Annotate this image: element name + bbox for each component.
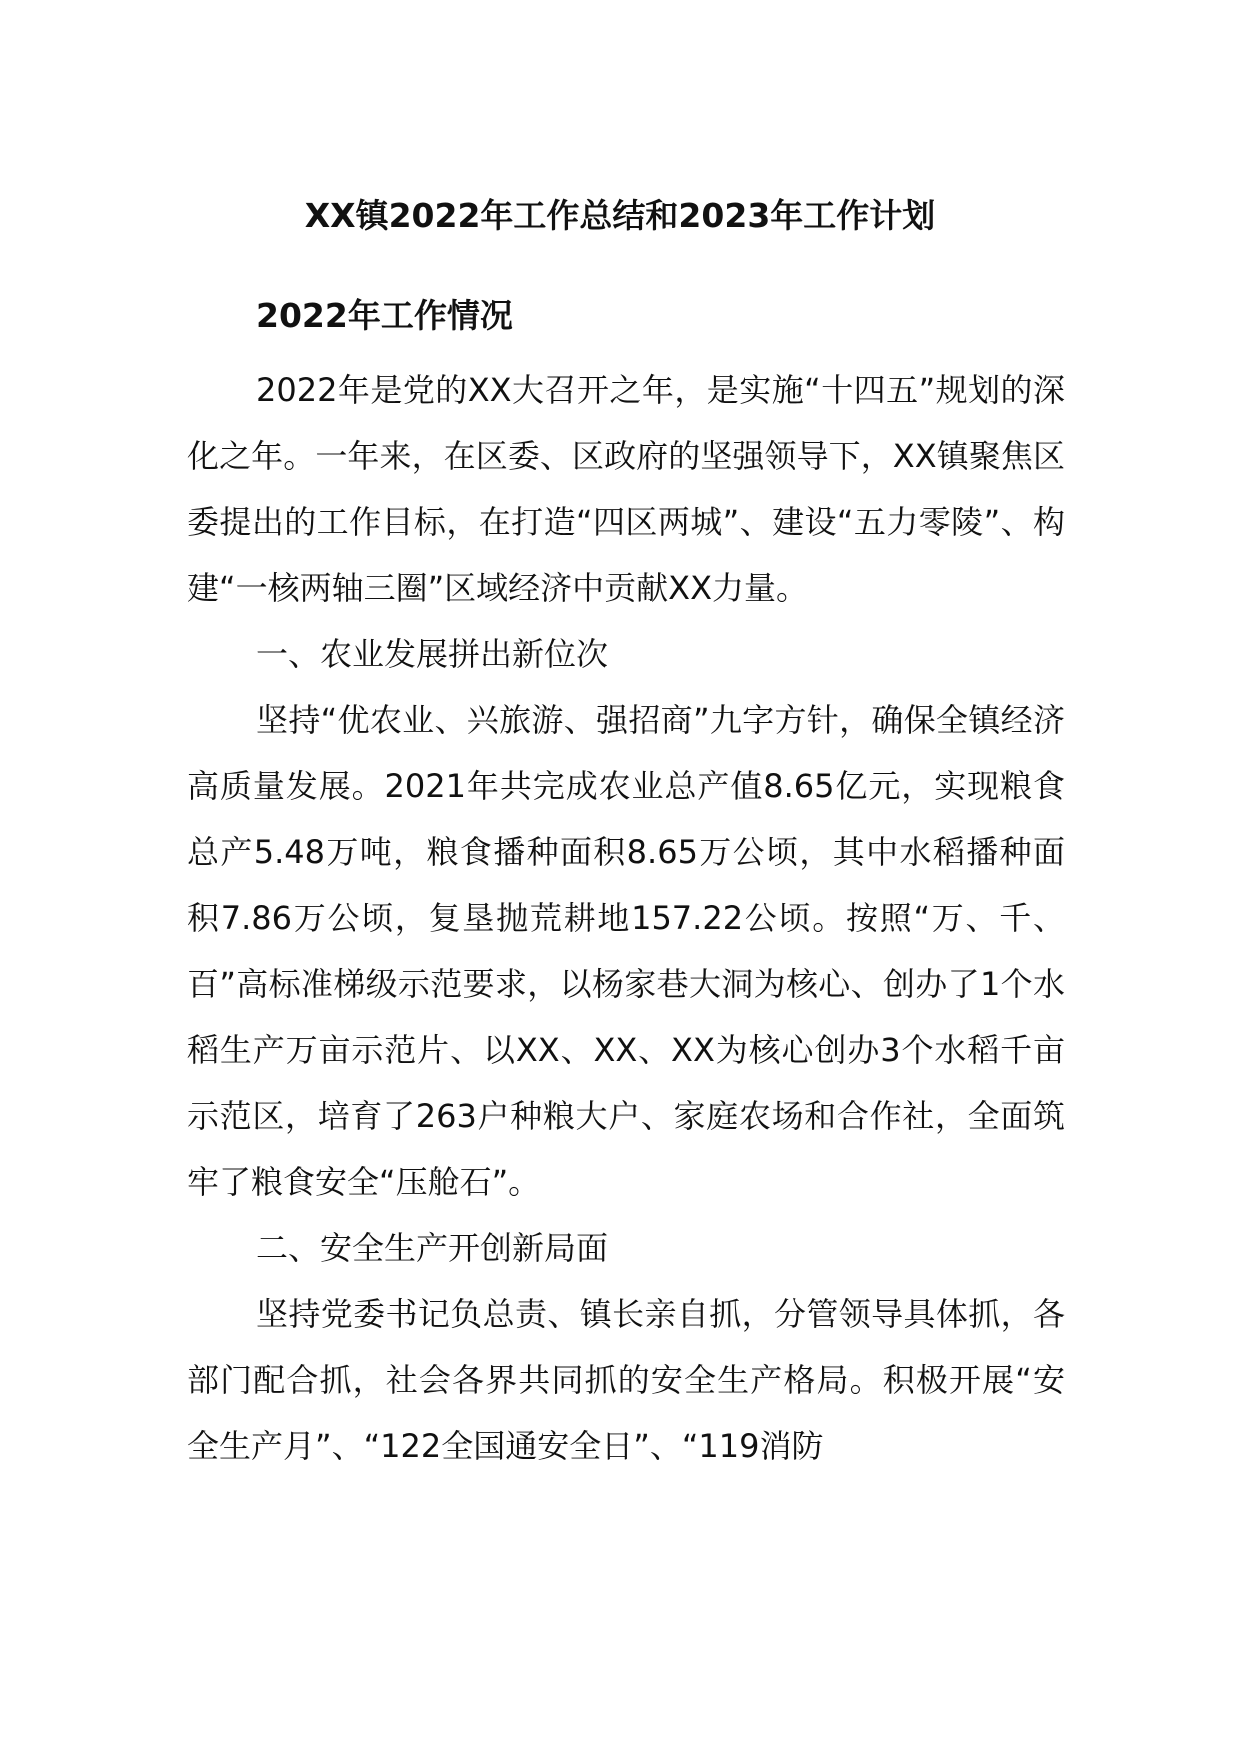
section-heading: 2022年工作情况 (256, 296, 513, 335)
item2-paragraph: 坚持党委书记负总责、镇长亲自抓，分管领导具体抓，各部门配合抓，社会各界共同抓的安全生产格局。积极开展“安全生产月”、“122全国通安全日”、“119消防 (187, 1295, 1065, 1465)
document-title: XX镇2022年工作总结和2023年工作计划 (304, 196, 936, 235)
intro-paragraph: 2022年是党的XX大召开之年，是实施“十四五”规划的深化之年。一年来，在区委、区政府的坚强领导下，XX镇聚焦区委提出的工作目标，在打造“四区两城”、建设“五力零陵”、构建“一核两轴三圈”区域经济中贡献XX力量。 (187, 371, 1065, 607)
document-body (187, 357, 1065, 1479)
item1-paragraph: 坚持“优农业、兴旅游、强招商”九字方针，确保全镇经济高质量发展。2021年共完成农业总产值8.65亿元，实现粮食总产5.48万吨，粮食播种面积8.65万公顷，其中水稻播种面积7.86万公顷，复垦抛荒耕地157.22公顷。按照“万、千、百”高标准梯级示范要求，以杨家巷大洞为核心、创办了1个水稻生产万亩示范片、以XX、XX、XX为核心创办3个水稻千亩示范区，培育了263户种粮大户、家庭农场和合作社，全面筑牢了粮食安全“压舱石”。 (187, 701, 1065, 1201)
item1-heading: 一、农业发展拼出新位次 (256, 635, 609, 673)
item2-heading: 二、安全生产开创新局面 (256, 1229, 609, 1267)
